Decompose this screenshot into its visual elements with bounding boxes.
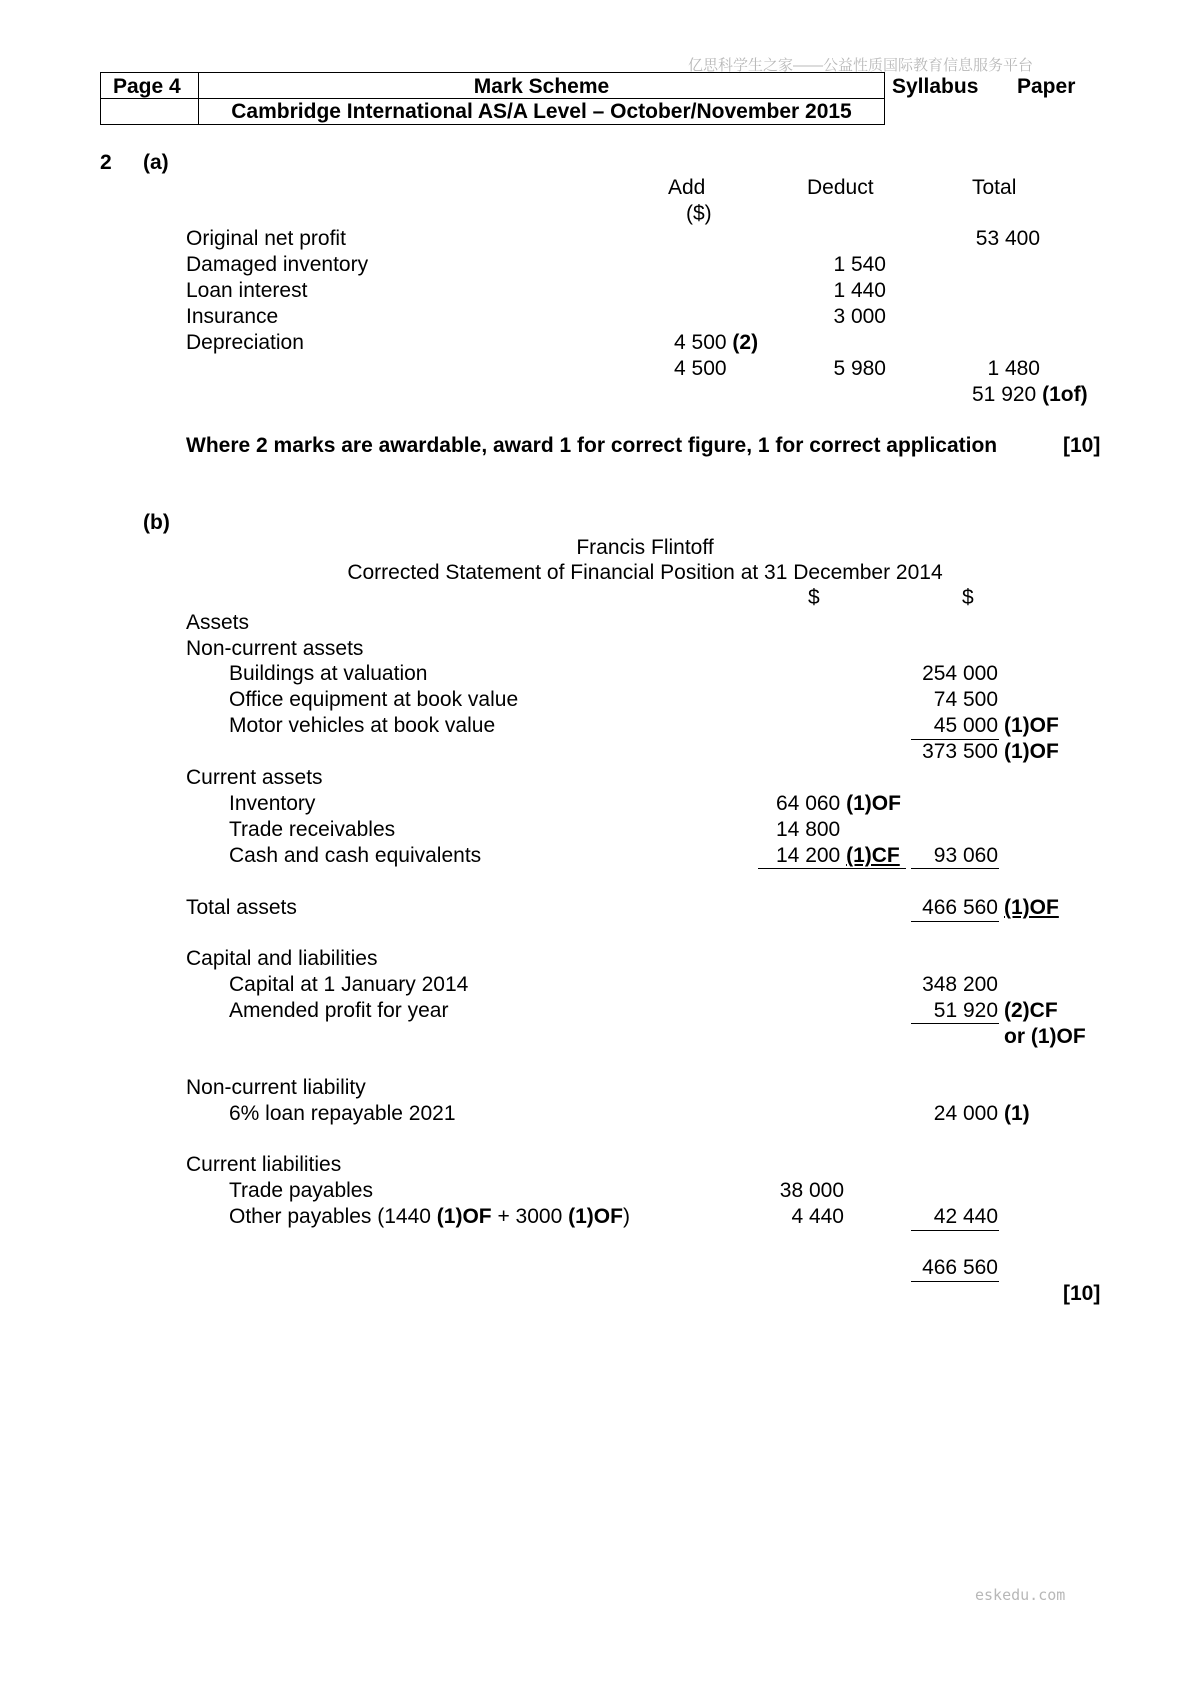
- total-assets-mark: (1)OF: [1004, 896, 1059, 919]
- total-assets-label: Total assets: [186, 896, 297, 919]
- subtotal-value: 42 440: [933, 1205, 998, 1228]
- line-value: 14 800: [776, 818, 841, 841]
- line-label: Inventory: [229, 792, 316, 815]
- line-label: Other payables (1440 (1)OF + 3000 (1)OF): [229, 1205, 630, 1228]
- line-value: 14 200 (1)CF: [776, 844, 900, 867]
- line-label: Capital at 1 January 2014: [229, 973, 469, 996]
- line-label: Trade payables: [229, 1179, 373, 1202]
- total-assets-value: 466 560: [922, 896, 998, 919]
- header-title: Mark Scheme: [473, 75, 610, 98]
- row-label: Original net profit: [186, 227, 346, 250]
- line-mark: (2)CF: [1004, 999, 1058, 1022]
- currency-col1: $: [808, 586, 820, 609]
- watermark-bottom: eskedu.com: [975, 1586, 1066, 1604]
- row-deduct: 1 540: [833, 253, 886, 276]
- line-value: 254 000: [922, 662, 998, 685]
- underline: [911, 868, 999, 869]
- section-current-liabilities: Current liabilities: [186, 1153, 342, 1176]
- line-value: 51 920: [933, 999, 998, 1022]
- underline: [911, 1281, 999, 1282]
- col-add-header: Add: [668, 176, 706, 199]
- line-label: Amended profit for year: [229, 999, 449, 1022]
- row-label: Damaged inventory: [186, 253, 369, 276]
- line-value: 38 000: [779, 1179, 844, 1202]
- section-non-current-assets: Non-current assets: [186, 637, 364, 660]
- row-label: Insurance: [186, 305, 279, 328]
- line-value: 348 200: [922, 973, 998, 996]
- sum-deduct: 5 980: [833, 357, 886, 380]
- line-value: 45 000: [933, 714, 998, 737]
- final-total: 51 920 (1of): [972, 383, 1088, 406]
- statement-title: Corrected Statement of Financial Position at 31 December 2014: [347, 561, 943, 584]
- section-current-assets: Current assets: [186, 766, 323, 789]
- part-b-label: (b): [143, 511, 170, 534]
- grand-total-value: 466 560: [922, 1256, 998, 1279]
- underline: [911, 1023, 999, 1024]
- line-label: Office equipment at book value: [229, 688, 519, 711]
- col-add-unit: ($): [686, 202, 712, 225]
- row-add: 4 500 (2): [674, 331, 759, 354]
- row-total: 53 400: [975, 227, 1040, 250]
- section-capital-liabilities: Capital and liabilities: [186, 947, 378, 970]
- subtotal-value: 373 500: [922, 740, 998, 763]
- row-label: Depreciation: [186, 331, 304, 354]
- line-label: 6% loan repayable 2021: [229, 1102, 456, 1125]
- line-label: Cash and cash equivalents: [229, 844, 482, 867]
- col-total-header: Total: [972, 176, 1017, 199]
- subtotal-value: 93 060: [933, 844, 998, 867]
- marking-note: Where 2 marks are awardable, award 1 for correct figure, 1 for correct application: [186, 434, 998, 457]
- line-label: Buildings at valuation: [229, 662, 428, 685]
- section-non-current-liability: Non-current liability: [186, 1076, 366, 1099]
- line-value: 64 060 (1)OF: [776, 792, 901, 815]
- line-mark-alt: or (1)OF: [1004, 1025, 1086, 1048]
- subtotal-mark: (1)OF: [1004, 740, 1059, 763]
- marks-b: [10]: [1063, 1282, 1101, 1305]
- part-a-label: (a): [143, 151, 169, 174]
- header-syllabus: Syllabus: [892, 75, 979, 98]
- page-number: Page 4: [113, 75, 181, 98]
- col-deduct-header: Deduct: [807, 176, 874, 199]
- currency-col2: $: [962, 586, 974, 609]
- header-paper: Paper: [1017, 75, 1076, 98]
- header-subtitle: Cambridge International AS/A Level – October/November 2015: [231, 100, 852, 123]
- row-label: Loan interest: [186, 279, 308, 302]
- line-mark: (1)OF: [1004, 714, 1059, 737]
- line-value: 4 440: [791, 1205, 844, 1228]
- underline: [758, 868, 906, 869]
- marks-a: [10]: [1063, 434, 1101, 457]
- underline: [911, 921, 999, 922]
- watermark-top: 亿思科学生之家——公益性质国际教育信息服务平台: [688, 57, 1034, 74]
- row-deduct: 3 000: [833, 305, 886, 328]
- line-label: Motor vehicles at book value: [229, 714, 496, 737]
- underline: [911, 1230, 999, 1231]
- sum-add: 4 500: [674, 357, 727, 380]
- row-deduct: 1 440: [833, 279, 886, 302]
- question-number: 2: [100, 151, 112, 174]
- line-value: 74 500: [933, 688, 998, 711]
- line-label: Trade receivables: [229, 818, 396, 841]
- sum-total: 1 480: [987, 357, 1040, 380]
- section-assets: Assets: [186, 611, 250, 634]
- company-name: Francis Flintoff: [576, 536, 714, 559]
- line-value: 24 000: [933, 1102, 998, 1125]
- line-mark: (1): [1004, 1102, 1030, 1125]
